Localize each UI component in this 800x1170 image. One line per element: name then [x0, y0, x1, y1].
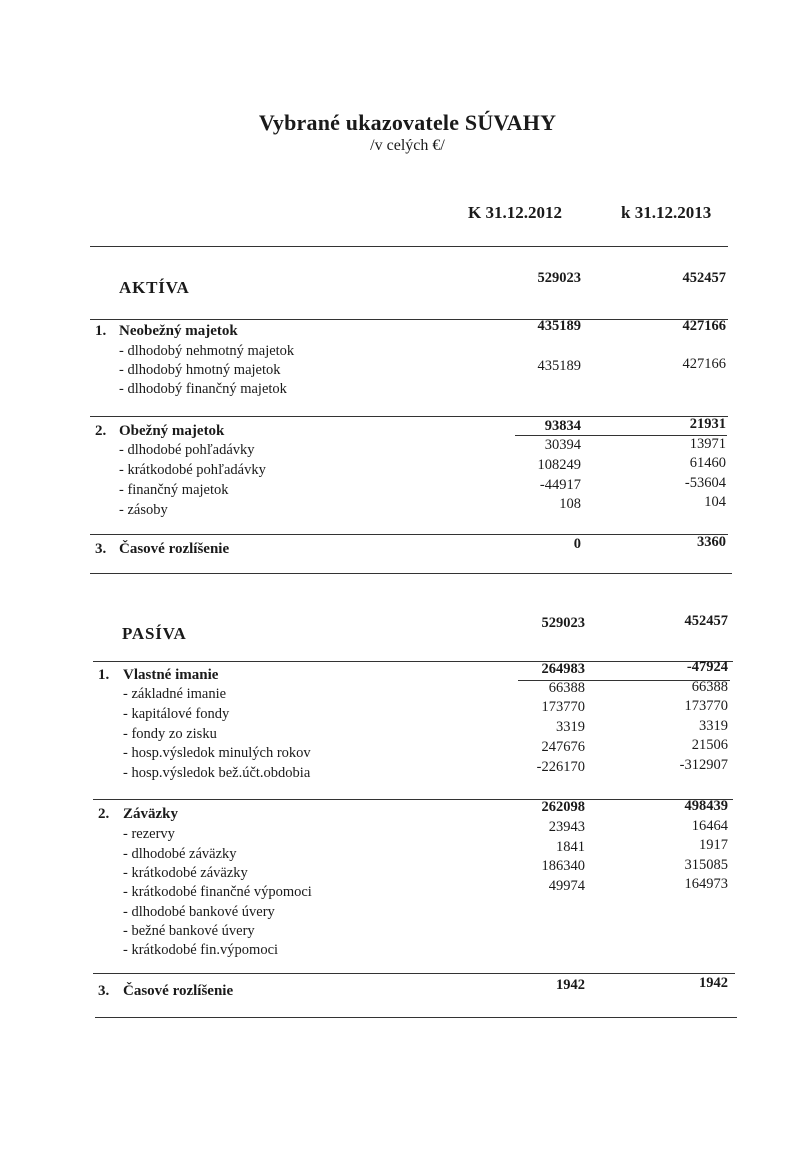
pasiva-item-2013: -312907	[679, 757, 728, 773]
aktiva-total-2012: 529023	[537, 270, 581, 286]
pasiva-item-2012: 173770	[541, 699, 585, 715]
column-header-2013: k 31.12.2013	[621, 203, 712, 222]
pasiva-item: - bežné bankové úvery	[123, 923, 255, 939]
aktiva-item-2012: 108	[559, 496, 581, 512]
aktiva-item-2012: 108249	[537, 457, 581, 473]
pasiva-item: - základné imanie	[123, 686, 227, 702]
pasiva-item-2012: 49974	[548, 878, 585, 894]
pasiva-item-2013: 315085	[684, 857, 728, 873]
pasiva-item-2012: 186340	[541, 858, 585, 874]
pasiva-item-2013: 21506	[691, 737, 728, 753]
pasiva-item-2013: 16464	[691, 818, 728, 834]
pasiva-group-3-2012: 1942	[556, 977, 585, 993]
aktiva-group-3-2013: 3360	[697, 534, 726, 550]
aktiva-group-2-2013: 21931	[689, 416, 726, 432]
pasiva-group-3-label: Časové rozlíšenie	[123, 983, 234, 999]
pasiva-item-2013: 1917	[699, 837, 728, 853]
pasiva-item-2013: 66388	[691, 679, 728, 695]
aktiva-item-2013: 61460	[689, 455, 726, 471]
pasiva-item-2012: 247676	[541, 739, 585, 755]
aktiva-group-2-num: 2.	[95, 423, 107, 439]
pasiva-group-1-2013: -47924	[686, 659, 728, 675]
aktiva-group-1-2012: 435189	[537, 318, 581, 334]
aktiva-item-2012: 30394	[544, 437, 581, 453]
divider	[95, 1017, 737, 1018]
aktiva-heading: AKTÍVA	[119, 278, 190, 297]
pasiva-item: - rezervy	[123, 826, 175, 842]
pasiva-group-2-2012: 262098	[541, 799, 585, 815]
column-header-2012: K 31.12.2012	[468, 203, 562, 222]
pasiva-group-2-num: 2.	[98, 806, 110, 822]
pasiva-item: - krátkodobé finančné výpomoci	[123, 884, 312, 900]
aktiva-item: - dlhodobý nehmotný majetok	[119, 343, 295, 359]
aktiva-item-2013: 104	[704, 494, 726, 510]
pasiva-item: - dlhodobé záväzky	[123, 846, 237, 862]
pasiva-item-2013: 173770	[684, 698, 728, 714]
aktiva-item: - dlhodobý finančný majetok	[119, 381, 287, 397]
pasiva-item: - krátkodobé fin.výpomoci	[123, 942, 279, 958]
pasiva-item: - hosp.výsledok minulých rokov	[123, 745, 311, 761]
aktiva-item: - krátkodobé pohľadávky	[119, 462, 266, 478]
pasiva-heading: PASÍVA	[122, 624, 187, 643]
aktiva-total-2013: 452457	[682, 270, 726, 286]
pasiva-item-2013: 164973	[684, 876, 728, 892]
aktiva-group-1-num: 1.	[95, 323, 107, 339]
aktiva-item-2012: -44917	[539, 477, 581, 493]
pasiva-item-2012: 1841	[556, 839, 585, 855]
page-title: Vybrané ukazovatele SÚVAHY	[258, 110, 557, 135]
page-subtitle: /v celých €/	[370, 137, 445, 154]
aktiva-item: - dlhodobý hmotný majetok	[119, 362, 281, 378]
pasiva-item-2012: 3319	[556, 719, 585, 735]
aktiva-item-2013: 427166	[682, 356, 726, 372]
pasiva-item-2012: 23943	[548, 819, 585, 835]
pasiva-group-1-2012: 264983	[541, 661, 585, 677]
pasiva-item: - krátkodobé záväzky	[123, 865, 248, 881]
pasiva-item: - hosp.výsledok bež.účt.obdobia	[123, 765, 311, 781]
aktiva-item-2013: 13971	[689, 436, 726, 452]
pasiva-item-2013: 3319	[699, 718, 728, 734]
aktiva-group-2-label: Obežný majetok	[119, 423, 225, 439]
pasiva-item-2012: 66388	[548, 680, 585, 696]
pasiva-group-3-num: 3.	[98, 983, 110, 999]
pasiva-item-2012: -226170	[536, 759, 585, 775]
pasiva-item: - fondy zo zisku	[123, 726, 217, 742]
pasiva-total-2012: 529023	[541, 615, 585, 631]
aktiva-group-3-label: Časové rozlíšenie	[119, 541, 230, 557]
pasiva-item: - kapitálové fondy	[123, 706, 230, 722]
pasiva-group-2-label: Záväzky	[123, 806, 179, 822]
aktiva-group-1-label: Neobežný majetok	[119, 323, 238, 339]
pasiva-group-1-num: 1.	[98, 667, 110, 683]
aktiva-item-2013: -53604	[684, 475, 726, 491]
pasiva-group-3-2013: 1942	[699, 975, 728, 991]
aktiva-item-2012: 435189	[537, 358, 581, 374]
pasiva-total-2013: 452457	[684, 613, 728, 629]
aktiva-item: - finančný majetok	[119, 482, 229, 498]
divider	[90, 573, 732, 574]
pasiva-group-1-label: Vlastné imanie	[123, 667, 219, 683]
divider	[90, 246, 728, 247]
aktiva-group-3-num: 3.	[95, 541, 107, 557]
aktiva-item: - dlhodobé pohľadávky	[119, 442, 255, 458]
pasiva-group-2-2013: 498439	[684, 798, 728, 814]
aktiva-group-3-2012: 0	[573, 536, 581, 552]
aktiva-item: - zásoby	[119, 502, 168, 518]
aktiva-group-1-2013: 427166	[682, 318, 726, 334]
pasiva-item: - dlhodobé bankové úvery	[123, 904, 275, 920]
aktiva-group-2-2012: 93834	[544, 418, 581, 434]
divider	[93, 973, 735, 974]
